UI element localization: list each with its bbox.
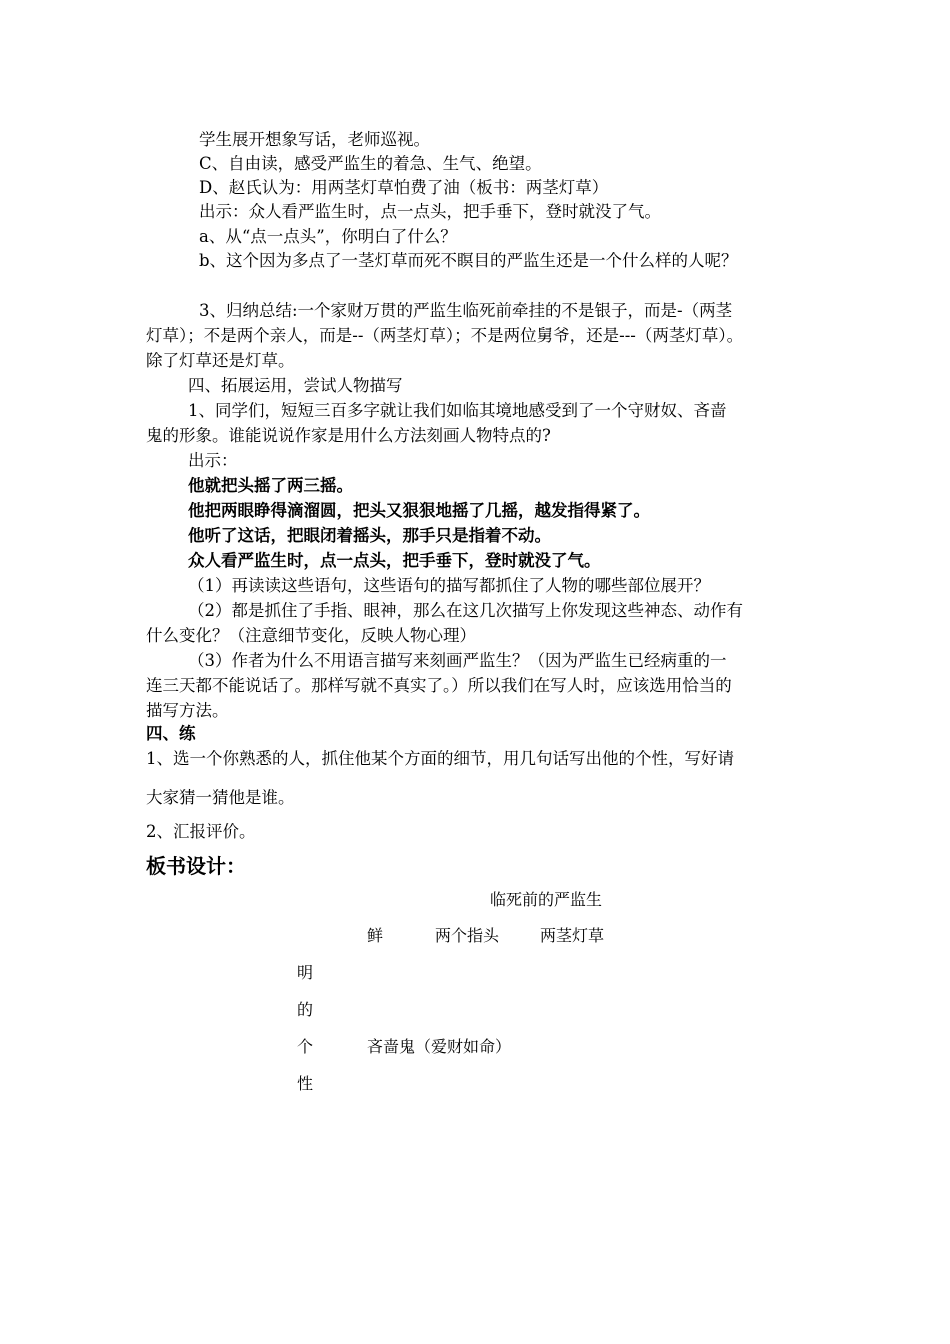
- board-fingers: 两个指头: [435, 926, 500, 945]
- board-vertical-char: 个: [297, 1037, 314, 1056]
- text-line: 大家猜一猜他是谁。: [146, 788, 295, 807]
- quote-line: 他把两眼睁得滴溜圆，把头又狠狠地摇了几摇，越发指得紧了。: [188, 501, 650, 520]
- board-title: 临死前的严监生: [490, 890, 603, 909]
- text-line: 什么变化？（注意细节变化，反映人物心理）: [146, 626, 476, 645]
- text-line: C、自由读，感受严监生的着急、生气、绝望。: [199, 154, 542, 173]
- text-line: （2）都是抓住了手指、眼神，那么在这几次描写上你发现这些神态、动作有: [188, 601, 743, 620]
- text-line: 1、同学们，短短三百多字就让我们如临其境地感受到了一个守财奴、吝啬: [188, 401, 727, 420]
- text-line: 灯草）；不是两个亲人，而是--（两茎灯草）；不是两位舅爷，还是---（两茎灯草）。: [146, 326, 744, 345]
- board-xian: 鲜: [367, 926, 384, 945]
- board-design-heading: 板书设计：: [146, 854, 246, 878]
- text-line: b、这个因为多点了一茎灯草而死不瞑目的严监生还是一个什么样的人呢？: [199, 251, 738, 270]
- board-grass: 两茎灯草: [540, 926, 605, 945]
- text-line: 2、汇报评价。: [146, 822, 256, 841]
- text-line: 出示：: [188, 451, 238, 470]
- text-line: 四、拓展运用，尝试人物描写: [188, 376, 403, 395]
- text-line: 出示：众人看严监生时，点一点头，把手垂下，登时就没了气。: [199, 202, 661, 221]
- board-vertical-char: 性: [297, 1074, 314, 1093]
- text-line: 学生展开想象写话，老师巡视。: [199, 130, 430, 149]
- quote-line: 他就把头摇了两三摇。: [188, 476, 353, 495]
- text-line: 鬼的形象。谁能说说作家是用什么方法刻画人物特点的?: [146, 426, 551, 445]
- board-vertical-char: 的: [297, 1000, 314, 1019]
- board-vertical-char: 明: [297, 963, 314, 982]
- section-heading: 四、练: [146, 724, 196, 743]
- text-line: a、从“点一点头”，你明白了什么？: [199, 227, 457, 246]
- quote-line: 他听了这话，把眼闭着摇头，那手只是指着不动。: [188, 526, 551, 545]
- quote-line: 众人看严监生时，点一点头，把手垂下，登时就没了气。: [188, 551, 601, 570]
- text-line: （1）再读读这些语句，这些语句的描写都抓住了人物的哪些部位展开？: [188, 576, 710, 595]
- text-line: 3、归纳总结:一个家财万贯的严监生临死前牵挂的不是银子，而是-（两茎: [199, 301, 733, 320]
- board-miser: 吝啬鬼（爱财如命）: [367, 1037, 512, 1056]
- text-line: 除了灯草还是灯草。: [146, 351, 295, 370]
- text-line: 连三天都不能说话了。那样写就不真实了。）所以我们在写人时，应该选用恰当的: [146, 676, 732, 695]
- text-line: （3）作者为什么不用语言描写来刻画严监生？（因为严监生已经病重的一: [188, 651, 727, 670]
- text-line: 描写方法。: [146, 701, 229, 720]
- text-line: 1、选一个你熟悉的人，抓住他某个方面的细节，用几句话写出他的个性，写好请: [146, 749, 734, 768]
- text-line: D、赵氏认为：用两茎灯草怕费了油（板书：两茎灯草）: [199, 178, 609, 197]
